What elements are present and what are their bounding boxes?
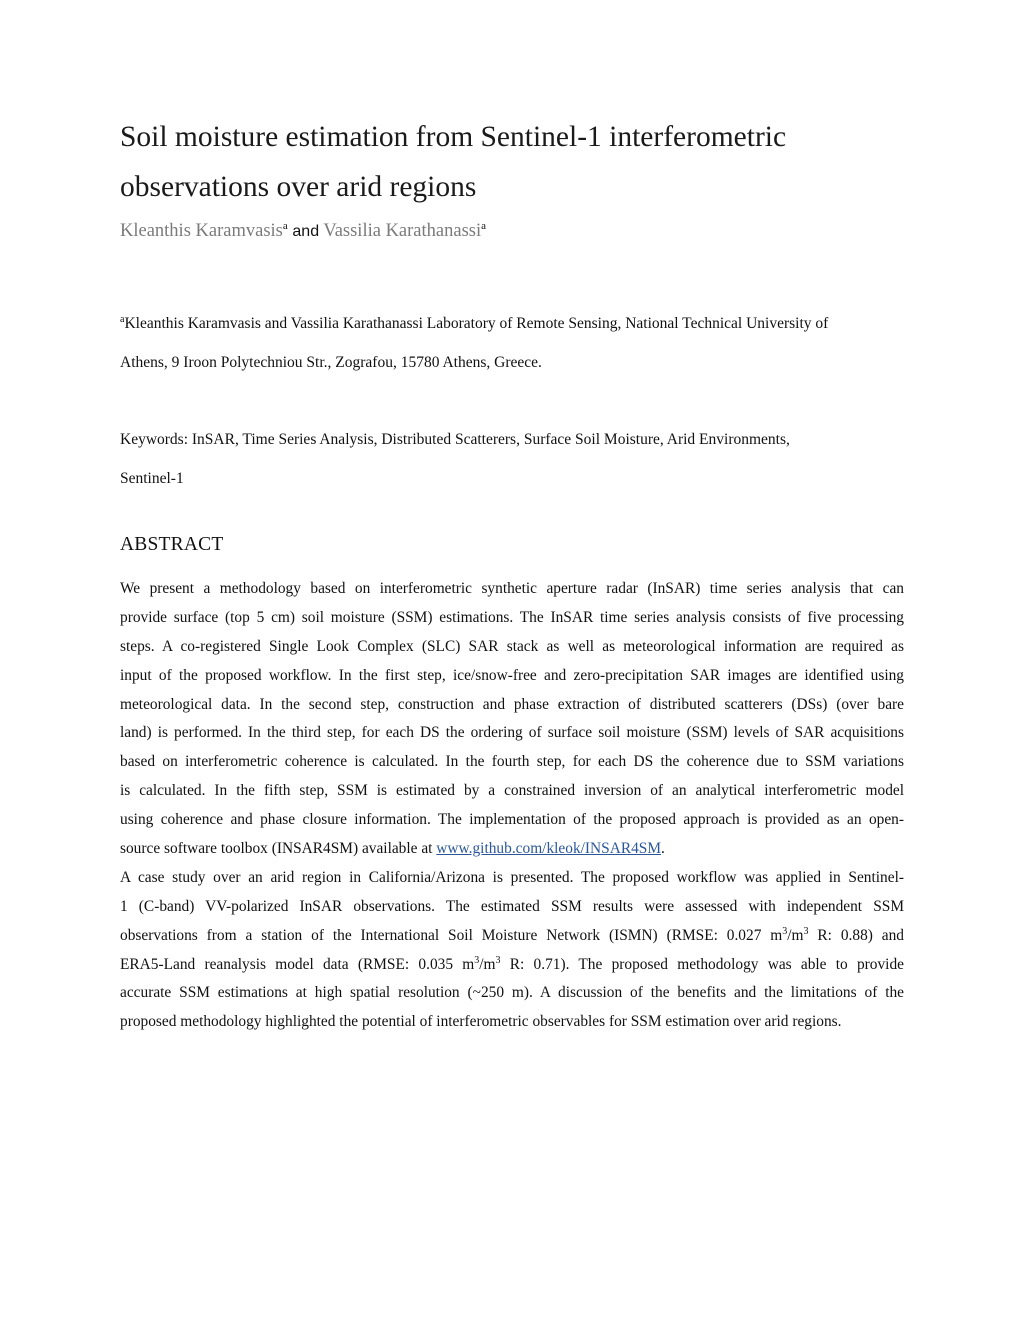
- abstract-line-with-units: [120, 951, 904, 980]
- affiliation-line-2: Athens, 9 Iroon Polytechniou Str., Zografou, 15780 Athens, Greece.: [120, 353, 542, 371]
- abstract-line: meteorological data. In the second step, construction and phase extraction of distributed scatterers (DSs) (over bare: [120, 695, 904, 713]
- affiliation-line-1: [120, 305, 910, 344]
- abstract-text: /m: [479, 955, 496, 973]
- author-1-name: Kleanthis Karamvasis: [120, 221, 283, 241]
- abstract-link-prefix: source software toolbox (INSAR4SM) available at: [120, 840, 437, 858]
- abstract-line: accurate SSM estimations at high spatial resolution (~250 m). A discussion of the benefits and the limitations of the: [120, 984, 904, 1002]
- abstract-line: land) is performed. In the third step, for each DS the ordering of surface soil moisture (SSM) levels of SAR acquisitions: [120, 724, 904, 742]
- abstract-heading: ABSTRACT: [120, 534, 224, 555]
- abstract-line: proposed methodology highlighted the potential of interferometric observables for SSM estimation over arid regions.: [120, 1013, 842, 1031]
- title-line-2: observations over arid regions: [120, 171, 477, 203]
- author-conjunction: and: [292, 223, 320, 240]
- abstract-line: provide surface (top 5 cm) soil moisture (SSM) estimations. The InSAR time series analysis consists of five processing: [120, 608, 904, 626]
- abstract-line: steps. A co-registered Single Look Complex (SLC) SAR stack as well as meteorological information are required as: [120, 637, 904, 655]
- keywords-line-2: Sentinel-1: [120, 469, 184, 487]
- abstract-line: is calculated. In the fifth step, SSM is estimated by a constrained inversion of an analytical interferometric model: [120, 782, 904, 800]
- abstract-text: observations from a station of the International Soil Moisture Network (ISMN) (RMSE: 0.027 m: [120, 926, 783, 944]
- unit-superscript: 3: [474, 954, 480, 966]
- affiliation-text-1: Kleanthis Karamvasis and Vassilia Karathanassi Laboratory of Remote Sensing, National Technical University of: [124, 315, 829, 332]
- abstract-line-with-units: [120, 922, 904, 951]
- abstract-body: [120, 575, 904, 1037]
- unit-superscript: 3: [782, 925, 788, 937]
- abstract-line: input of the proposed workflow. In the first step, ice/snow-free and zero-precipitation SAR images are identified using: [120, 666, 904, 684]
- author-2-name: Vassilia Karathanassi: [323, 221, 482, 241]
- abstract-line: We present a methodology based on interferometric synthetic aperture radar (InSAR) time series analysis that can: [120, 580, 904, 597]
- author-1-affiliation-mark: a: [282, 219, 288, 232]
- keywords-line-1: Keywords: InSAR, Time Series Analysis, Distributed Scatterers, Surface Soil Moisture, Arid Environments,: [120, 431, 790, 448]
- github-repository-link[interactable]: www.github.com/kleok/INSAR4SM: [436, 840, 662, 858]
- unit-superscript: 3: [803, 925, 809, 937]
- abstract-text: /m: [787, 926, 804, 944]
- title-line-1: Soil moisture estimation from Sentinel-1 interferometric: [120, 121, 787, 153]
- abstract-line: using coherence and phase closure information. The implementation of the proposed approach is provided as an open-: [120, 811, 904, 829]
- abstract-line-with-link: [120, 835, 904, 864]
- keywords-block: [120, 421, 910, 498]
- abstract-text: R: 0.71). The proposed methodology was able to provide: [500, 955, 904, 973]
- author-2-affiliation-mark: a: [481, 219, 487, 232]
- paper-title: [120, 112, 920, 212]
- author-list: [120, 217, 486, 246]
- unit-superscript: 3: [495, 954, 501, 966]
- abstract-line: 1 (C-band) VV-polarized InSAR observations. The estimated SSM results were assessed with independent SSM: [120, 897, 904, 915]
- abstract-text: R: 0.88) and: [808, 926, 905, 944]
- abstract-link-suffix: .: [661, 840, 665, 858]
- abstract-line: based on interferometric coherence is calculated. In the fourth step, for each DS the coherence due to SSM variations: [120, 753, 904, 771]
- abstract-line: A case study over an arid region in California/Arizona is presented. The proposed workflow was applied in Sentinel-: [120, 868, 904, 886]
- affiliation-mark: a: [120, 313, 125, 325]
- abstract-text: ERA5-Land reanalysis model data (RMSE: 0.035 m: [120, 955, 475, 973]
- affiliation-block: [120, 305, 910, 382]
